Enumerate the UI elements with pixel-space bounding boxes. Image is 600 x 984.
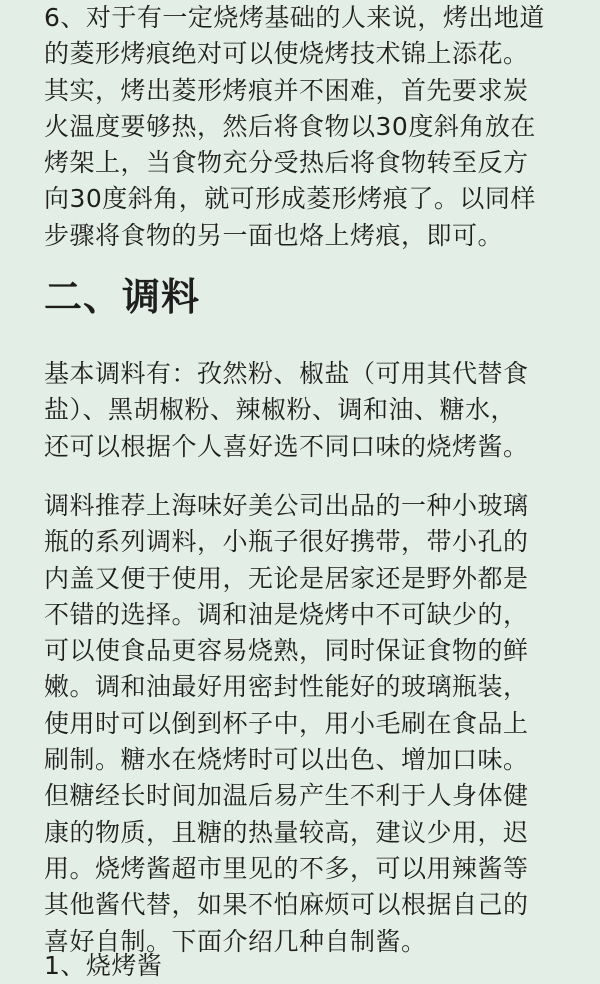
paragraph-basic-seasoning xyxy=(44,356,564,465)
text-line: 基本调料有：孜然粉、椒盐（可用其代替食 xyxy=(44,359,529,388)
text-line: 调料推荐上海味好美公司出品的一种小玻璃 xyxy=(44,491,529,520)
text-line: 瓶的系列调料，小瓶子很好携带，带小孔的 xyxy=(44,527,529,557)
text-line: 盐）、黑胡椒粉、辣椒粉、调和油、糖水， xyxy=(44,395,517,425)
text-line: 喜好自制。下面介绍几种自制酱。 xyxy=(44,926,427,956)
text-line: 使用时可以倒到杯子中，用小毛刷在食品上 xyxy=(44,708,529,738)
text-line: 火温度要够热，然后将食物以30度斜角放在 xyxy=(44,111,536,141)
text-line: 康的物质，且糖的热量较高，建议少用，迟 xyxy=(44,817,529,847)
text-line: 的菱形烤痕绝对可以使烧烤技术锦上添花。 xyxy=(44,39,529,69)
paragraph-grill-marks xyxy=(44,0,564,254)
text-line: 向30度斜角，就可形成菱形烤痕了。以同样 xyxy=(44,184,536,214)
section-heading: 二、调料 xyxy=(44,275,201,319)
next-item-heading: 1、烧烤酱 xyxy=(44,951,163,980)
text-line: 用。烧烤酱超市里见的不多，可以用辣酱等 xyxy=(44,853,529,883)
text-line: 嫩。调和油最好用密封性能好的玻璃瓶装， xyxy=(44,672,529,702)
text-line: 步骤将食物的另一面也烙上烤痕，即可。 xyxy=(44,220,504,250)
text-line: 6、对于有一定烧烤基础的人来说，烤出地道 xyxy=(44,3,545,32)
text-line: 烤架上，当食物充分受热后将食物转至反方 xyxy=(44,148,529,178)
text-line: 可以使食品更容易烧熟，同时保证食物的鲜 xyxy=(44,636,529,666)
text-line: 还可以根据个人喜好选不同口味的烧烤酱。 xyxy=(44,431,529,461)
text-line: 刷制。糖水在烧烤时可以出色、增加口味。 xyxy=(44,745,529,775)
text-line: 但糖经长时间加温后易产生不利于人身体健 xyxy=(44,781,529,811)
text-line: 不错的选择。调和油是烧烤中不可缺少的， xyxy=(44,599,529,629)
text-line: 其他酱代替，如果不怕麻烦可以根据自己的 xyxy=(44,890,529,920)
text-line: 其实，烤出菱形烤痕并不困难，首先要求炭 xyxy=(44,75,529,105)
paragraph-recommendation xyxy=(44,488,564,960)
text-line: 内盖又便于使用，无论是居家还是野外都是 xyxy=(44,563,529,593)
